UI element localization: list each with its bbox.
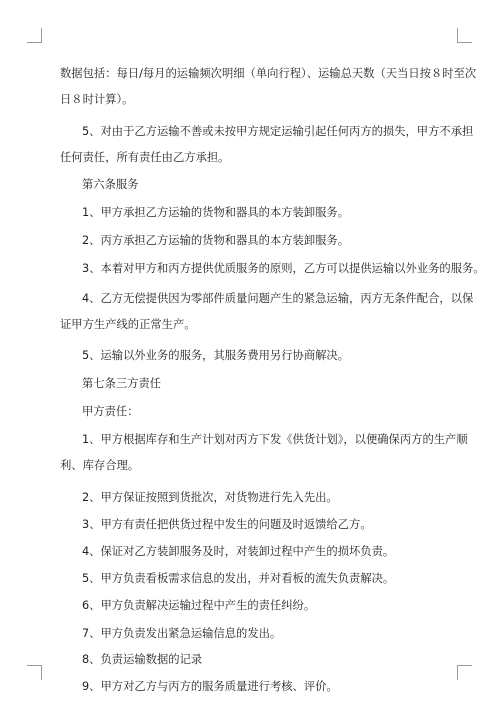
list-item: 1、甲方根据库存和生产计划对丙方下发《供货计划》，以便确保丙方的生产顺 <box>82 433 468 446</box>
corner-crop-mark-top-right <box>457 28 472 43</box>
list-item: 2、丙方承担乙方运输的货物和器具的本方装卸服务。 <box>82 234 350 247</box>
paragraph-line: 5、对由于乙方运输不善或未按甲方规定运输引起任何丙方的损失，甲方不承担 <box>82 125 474 138</box>
subsection-heading: 甲方责任： <box>82 405 139 418</box>
list-item: 1、甲方承担乙方运输的货物和器具的本方装卸服务。 <box>82 206 350 219</box>
list-item: 4、乙方无偿提供因为零部件质量问题产生的紧急运输，丙方无条件配合，以保 <box>82 292 474 305</box>
list-item: 3、本着对甲方和丙方提供优质服务的原则，乙方可以提供运输以外业务的服务。 <box>82 262 485 275</box>
list-item: 5、甲方负责看板需求信息的发出，并对看板的流失负责解决。 <box>82 572 395 585</box>
list-item: 7、甲方负责发出紧急运输信息的发出。 <box>82 627 282 640</box>
section-heading: 第七条三方责任 <box>82 377 162 390</box>
corner-crop-mark-bottom-right <box>457 665 472 680</box>
list-item: 3、甲方有责任把供货过程中发生的问题及时返馈给乙方。 <box>82 518 372 531</box>
list-item: 6、甲方负责解决运输过程中产生的责任纠纷。 <box>82 599 316 612</box>
corner-crop-mark-bottom-left <box>27 665 42 680</box>
section-heading: 第六条服务 <box>82 178 139 191</box>
list-item: 2、甲方保证按照到货批次，对货物进行先入先出。 <box>82 491 338 504</box>
paragraph-line: 任何责任，所有责任由乙方承担。 <box>60 151 230 164</box>
list-item: 8、负责运输数据的记录 <box>82 653 203 666</box>
paragraph-line: 证甲方生产线的正常生产。 <box>60 318 196 331</box>
corner-crop-mark-top-left <box>27 28 42 43</box>
list-item: 4、保证对乙方装卸服务及时，对装卸过程中产生的损坏负责。 <box>82 545 395 558</box>
paragraph-line: 利、库存合理。 <box>60 459 140 472</box>
paragraph-line: 日８时计算）。 <box>60 93 134 106</box>
list-item: 9、甲方对乙方与丙方的服务质量进行考核、评价。 <box>82 680 338 693</box>
paragraph-line: 数据包括：每日/每月的运输频次明细（单向行程）、运输总天数（天当日按８时至次 <box>60 67 477 80</box>
list-item: 5、运输以外业务的服务，其服务费用另行协商解决。 <box>82 349 350 362</box>
